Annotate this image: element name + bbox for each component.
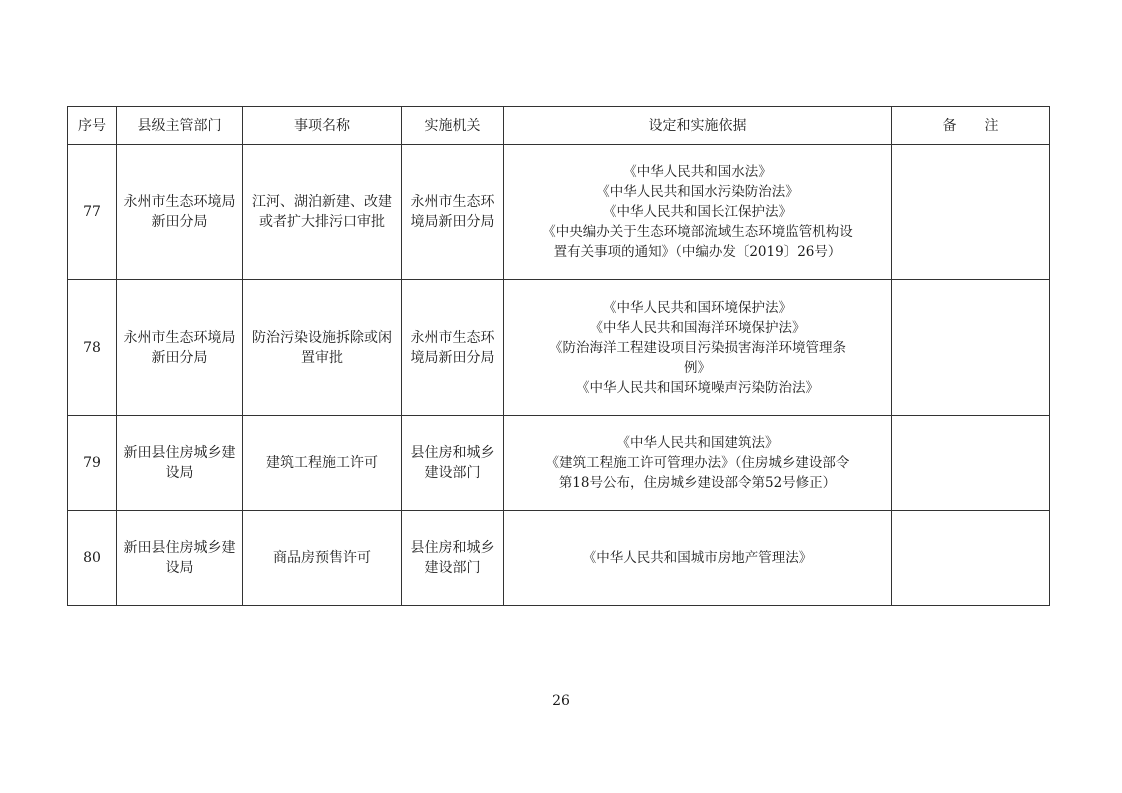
row-agency: 县住房和城乡建设部门 [402, 416, 504, 511]
row-seq: 78 [68, 280, 117, 416]
row-agency: 县住房和城乡建设部门 [402, 511, 504, 606]
row-item-name: 防治污染设施拆除或闲置审批 [243, 280, 402, 416]
table-row [68, 416, 1050, 511]
approval-items-table [67, 106, 1050, 606]
header-basis: 设定和实施依据 [504, 107, 892, 145]
row-basis [504, 416, 892, 511]
basis-line: 例》 [684, 359, 711, 376]
basis-line: 《中华人民共和国环境噪声污染防治法》 [576, 379, 819, 396]
header-note: 备 注 [892, 107, 1050, 145]
row-seq: 79 [68, 416, 117, 511]
basis-line: 《中华人民共和国环境保护法》 [603, 299, 792, 316]
row-item-name: 商品房预售许可 [243, 511, 402, 606]
row-item-name: 建筑工程施工许可 [243, 416, 402, 511]
basis-line: 《中华人民共和国海洋环境保护法》 [589, 319, 806, 336]
basis-line: 置有关事项的通知》（中编办发〔2019〕26号） [553, 244, 842, 260]
row-item-name: 江河、湖泊新建、改建或者扩大排污口审批 [243, 145, 402, 280]
basis-line: 《中央编办关于生态环境部流域生态环境监管机构设 [542, 224, 853, 240]
page-number: 26 [552, 693, 570, 709]
row-agency: 永州市生态环境局新田分局 [402, 145, 504, 280]
basis-line: 《建筑工程施工许可管理办法》（住房城乡建设部令 [545, 455, 850, 471]
basis-line: 《中华人民共和国水法》 [623, 164, 772, 180]
row-note [892, 511, 1050, 606]
row-department: 永州市生态环境局新田分局 [117, 280, 243, 416]
table-row [68, 511, 1050, 606]
row-department: 永州市生态环境局新田分局 [117, 145, 243, 280]
row-department: 新田县住房城乡建设局 [117, 416, 243, 511]
row-department: 新田县住房城乡建设局 [117, 511, 243, 606]
row-basis [504, 145, 892, 280]
table-row [68, 280, 1050, 416]
table-header-row [68, 107, 1050, 145]
header-item-name: 事项名称 [243, 107, 402, 145]
basis-line: 《防治海洋工程建设项目污染损害海洋环境管理条 [549, 339, 846, 356]
row-note [892, 416, 1050, 511]
basis-line: 《中华人民共和国城市房地产管理法》 [582, 550, 813, 566]
basis-line: 《中华人民共和国建筑法》 [616, 435, 779, 451]
row-note [892, 280, 1050, 416]
table-row [68, 145, 1050, 280]
row-note [892, 145, 1050, 280]
row-seq: 77 [68, 145, 117, 280]
row-basis [504, 511, 892, 606]
basis-line: 第18号公布，住房城乡建设部令第52号修正） [558, 475, 837, 491]
row-seq: 80 [68, 511, 117, 606]
header-department: 县级主管部门 [117, 107, 243, 145]
basis-line: 《中华人民共和国长江保护法》 [603, 204, 792, 220]
header-agency: 实施机关 [402, 107, 504, 145]
header-seq: 序号 [68, 107, 117, 145]
row-agency: 永州市生态环境局新田分局 [402, 280, 504, 416]
basis-line: 《中华人民共和国水污染防治法》 [596, 184, 799, 200]
row-basis [504, 280, 892, 416]
